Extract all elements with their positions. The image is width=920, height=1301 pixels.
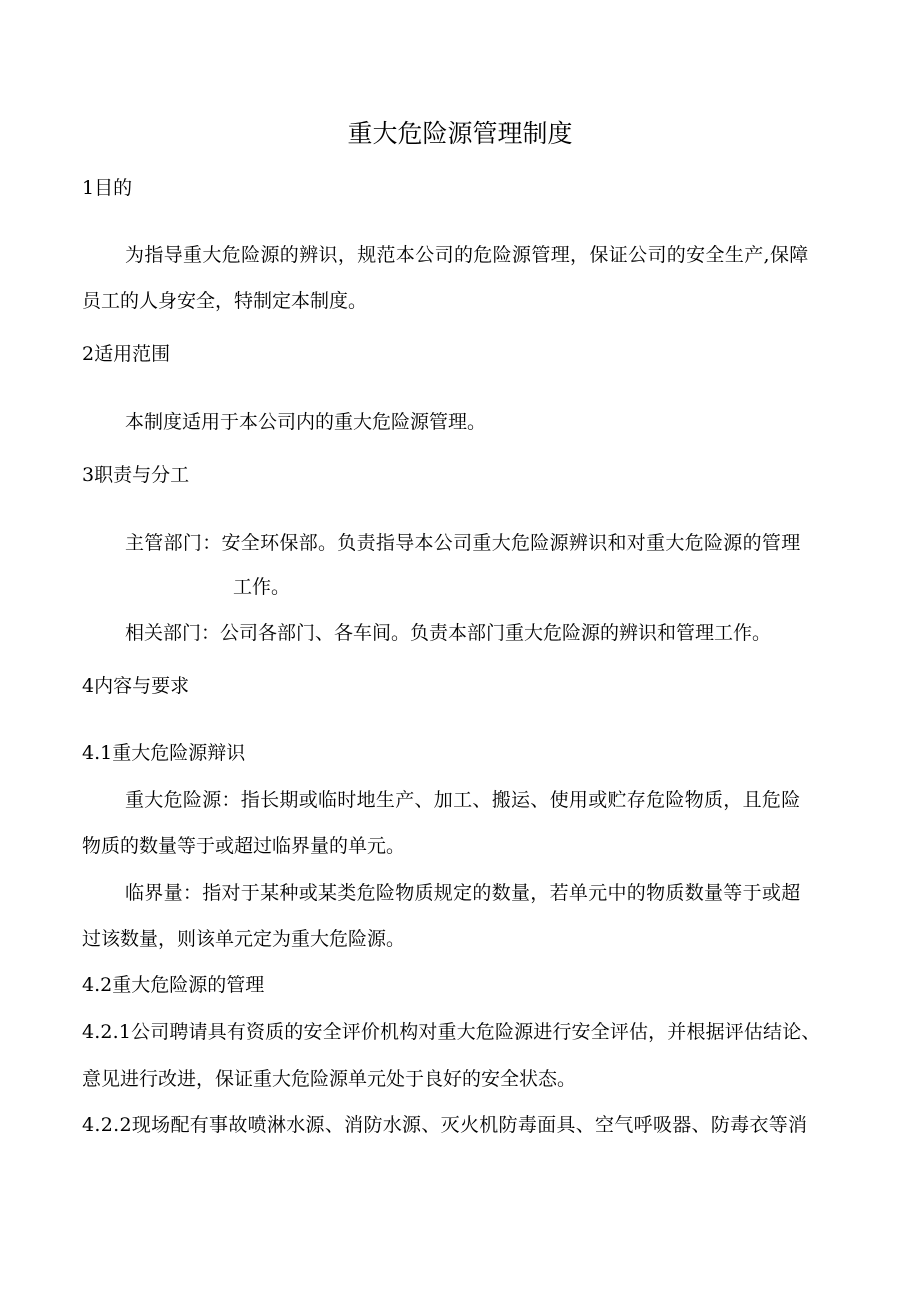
section-3-paragraph-1-line-2: 工作。 <box>233 576 291 598</box>
section-4-1-heading: 4.1重大危险源辩识 <box>82 742 246 764</box>
section-4-2-1-line-2: 意见进行改进，保证重大危险源单元处于良好的安全状态。 <box>82 1068 577 1090</box>
section-4-heading: 4内容与要求 <box>82 675 190 697</box>
section-4-2-heading: 4.2重大危险源的管理 <box>82 974 265 996</box>
section-4-2-2-line-1: 4.2.2现场配有事故喷淋水源、消防水源、灭火机防毒面具、空气呼吸器、防毒衣等消 <box>82 1114 808 1136</box>
section-1-paragraph-line-1: 为指导重大危险源的辨识，规范本公司的危险源管理，保证公司的安全生产,保障 <box>125 244 809 266</box>
section-3-paragraph-1-line-1: 主管部门：安全环保部。负责指导本公司重大危险源辨识和对重大危险源的管理 <box>125 532 801 554</box>
section-1-paragraph-line-2: 员工的人身安全，特制定本制度。 <box>82 290 368 312</box>
section-3-paragraph-2: 相关部门：公司各部门、各车间。负责本部门重大危险源的辨识和管理工作。 <box>125 622 772 644</box>
section-4-1-paragraph-1-line-2: 物质的数量等于或超过临界量的单元。 <box>82 835 406 857</box>
section-4-2-1-line-1: 4.2.1公司聘请具有资质的安全评价机构对重大危险源进行安全评估，并根据评估结论、 <box>82 1021 821 1043</box>
section-2-heading: 2适用范围 <box>82 343 171 365</box>
section-3-heading: 3职责与分工 <box>82 464 190 486</box>
section-4-1-paragraph-1-line-1: 重大危险源：指长期或临时地生产、加工、搬运、使用或贮存危险物质，且危险 <box>125 789 801 811</box>
document-title: 重大危险源管理制度 <box>347 119 573 148</box>
section-4-1-paragraph-2-line-2: 过该数量，则该单元定为重大危险源。 <box>82 928 406 950</box>
section-2-paragraph: 本制度适用于本公司内的重大危险源管理。 <box>125 411 487 433</box>
section-1-heading: 1目的 <box>82 177 133 199</box>
section-4-1-paragraph-2-line-1: 临界量：指对于某种或某类危险物质规定的数量，若单元中的物质数量等于或超 <box>125 882 801 904</box>
